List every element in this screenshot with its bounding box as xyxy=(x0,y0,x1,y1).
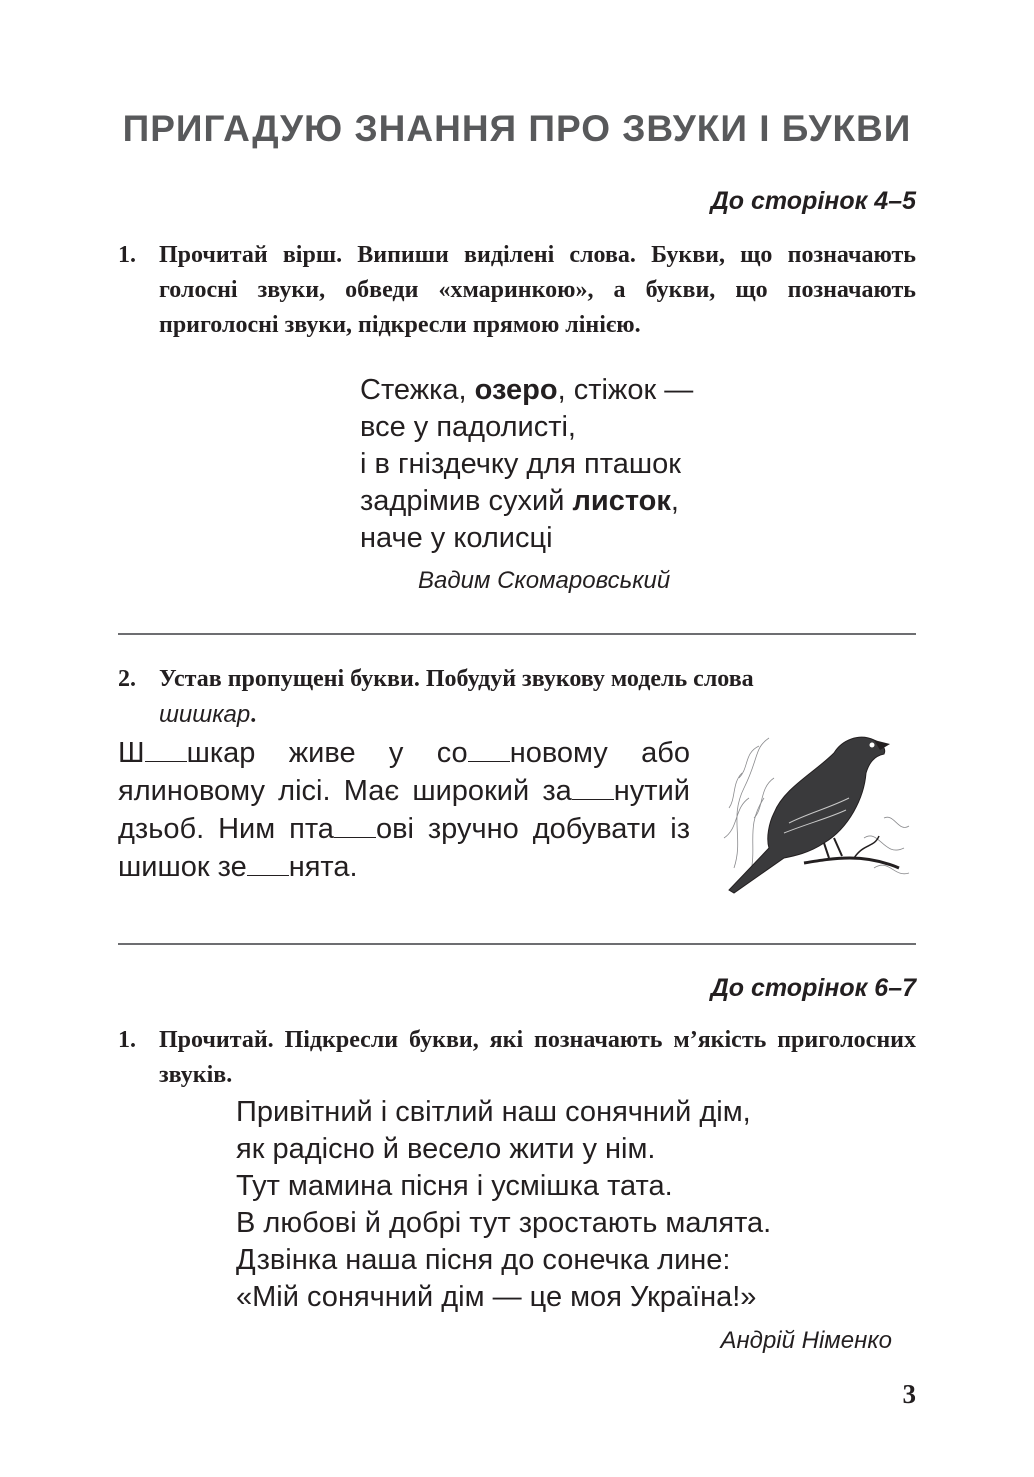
poem-line: Привітний і світлий наш сонячний дім, xyxy=(236,1096,751,1128)
page-reference-1: До сторінок 4–5 xyxy=(710,187,916,215)
task-number: 2. xyxy=(118,666,136,692)
bird-illustration xyxy=(714,718,914,898)
task-3-instructions xyxy=(118,1023,916,1093)
blank-field[interactable] xyxy=(572,779,614,800)
highlighted-word: озеро xyxy=(474,374,558,406)
blank-field[interactable] xyxy=(468,741,510,762)
task-text: Прочитай вірш. Випиши виділені слова. Букви, що позначають голосні звуки, обведи «хмаринкою», а букви, що позначають приголосні звуки, підкресли прямою лінією. xyxy=(159,242,916,338)
task-keyword: шишкар xyxy=(159,701,251,728)
poem-line: В любові й добрі тут зростають малята. xyxy=(236,1207,772,1239)
poem-author-1: Вадим Скомаровський xyxy=(418,567,671,594)
poem-line: і в гніздечку для пташок xyxy=(360,448,681,480)
poem-line: як радісно й весело жити у нім. xyxy=(236,1133,656,1165)
divider xyxy=(118,943,916,945)
poem-line: Дзвінка наша пісня до сонечка лине: xyxy=(236,1244,731,1276)
poem-line: наче у колисці xyxy=(360,522,553,554)
poem-line: «Мій сонячний дім — це моя Україна!» xyxy=(236,1281,757,1313)
blank-field[interactable] xyxy=(247,855,289,876)
poem-author-2: Андрій Німенко xyxy=(720,1327,892,1354)
divider xyxy=(118,633,916,635)
task-text: Прочитай. Підкресли букви, які позначають м’якість приголосних звуків. xyxy=(159,1027,916,1088)
task-number: 1. xyxy=(118,242,136,268)
page-title: ПРИГАДУЮ ЗНАННЯ ПРО ЗВУКИ І БУКВИ xyxy=(122,108,912,149)
poem-line: все у падолисті, xyxy=(360,411,576,443)
poem-1 xyxy=(360,372,693,557)
poem-line: Стежка, озеро, стіжок — xyxy=(360,374,694,406)
task-text: Устав пропущені букви. Побудуй звукову модель слова xyxy=(159,666,754,692)
task-2-instructions: 2. Устав пропущені букви. Побудуй звукову модель слова шишкар. xyxy=(118,662,916,733)
task-number: 1. xyxy=(118,1027,136,1053)
page-reference-2: До сторінок 6–7 xyxy=(710,974,916,1002)
poem-line: Тут мамина пісня і усмішка тата. xyxy=(236,1170,673,1202)
blank-field[interactable] xyxy=(145,741,187,762)
page-number: 3 xyxy=(902,1379,916,1409)
poem-2 xyxy=(236,1094,771,1316)
highlighted-word: листок xyxy=(572,485,671,517)
fill-in-text: Ш шкар живе у со новому або ялиновому лісі. Має широкий за нутий дзьоб. Ним пта ові зручно добувати із шишок зе нята. xyxy=(118,737,690,883)
task-1-instructions xyxy=(118,238,916,343)
poem-line: задрімив сухий листок, xyxy=(360,485,679,517)
blank-field[interactable] xyxy=(334,817,376,838)
